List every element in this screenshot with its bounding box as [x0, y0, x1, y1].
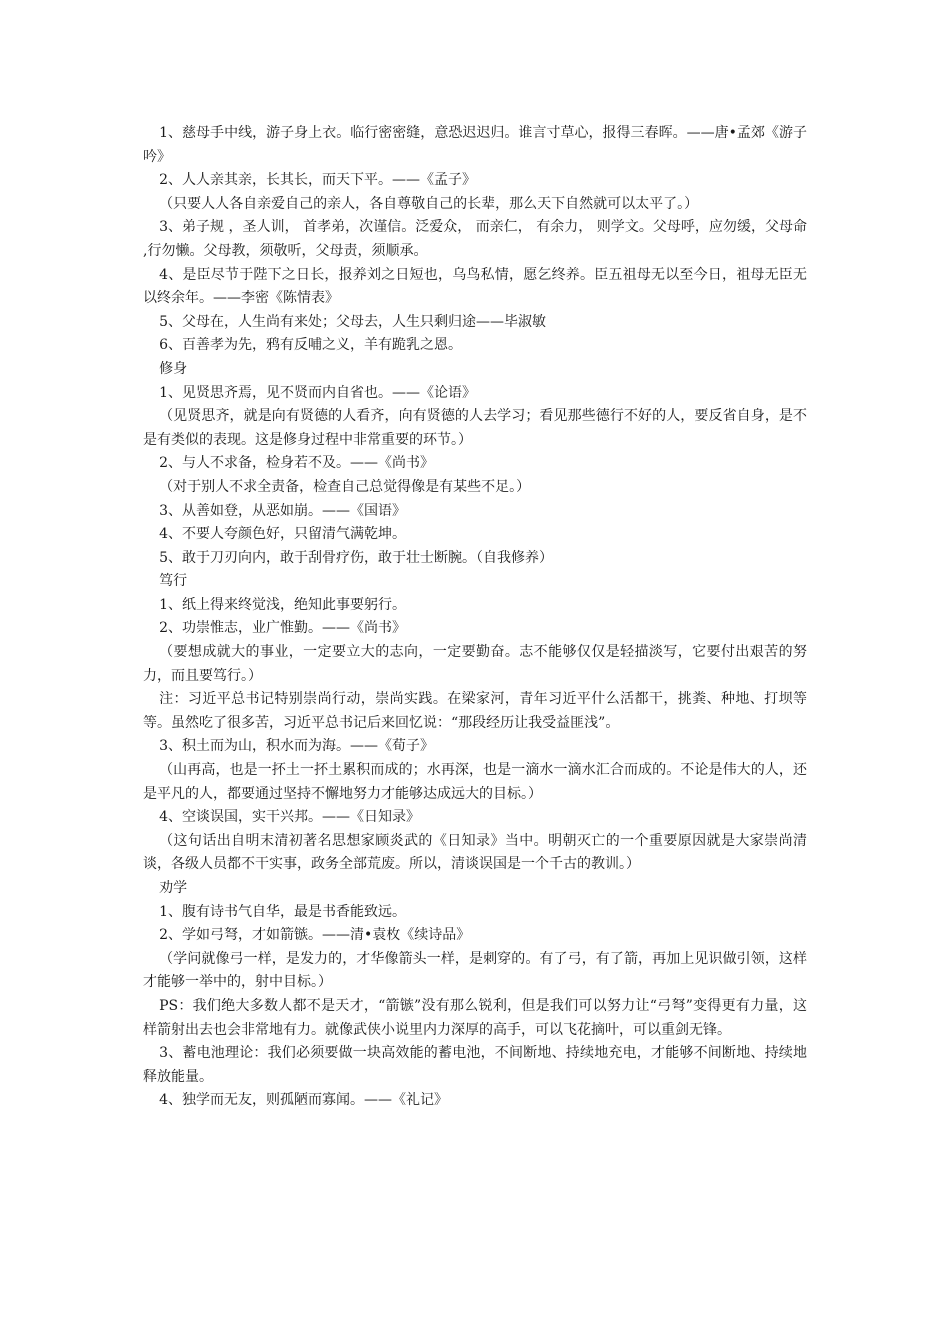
quote-item: 3、积土而为山，积水而为海。——《荀子》 — [159, 738, 434, 755]
quote-item: 1、见贤思齐焉，见不贤而内自省也。——《论语》 — [159, 384, 476, 401]
document-body — [143, 122, 807, 1113]
quote-item: 3、蓄电池理论：我们必须要做一块高效能的蓄电池，不间断地、持续地充电，才能够不间断地、持续地释放能量。 — [143, 1045, 807, 1085]
quote-item: 6、百善孝为先，鸦有反哺之义，羊有跪乳之恩。 — [159, 337, 462, 354]
quote-item: 2、人人亲其亲，长其长，而天下平。——《孟子》 — [159, 172, 476, 189]
note-paragraph: （对于别人不求全责备，检查自己总觉得像是有某些不足。） — [159, 478, 531, 495]
note-paragraph: （这句话出自明末清初著名思想家顾炎武的《日知录》当中。明朝灭亡的一个重要原因就是大家崇尚清谈，各级人员都不干实事，政务全部荒废。所以，清谈误国是一个千古的教训。） — [143, 832, 807, 873]
quote-item: 2、功崇惟志，业广惟勤。——《尚书》 — [159, 620, 407, 637]
section-heading: 修身 — [159, 360, 188, 377]
quote-item: 2、学如弓弩，才如箭镞。——清•袁枚《续诗品》 — [159, 927, 471, 944]
quote-item: 3、从善如登，从恶如崩。——《国语》 — [159, 502, 407, 519]
note-paragraph: （只要人人各自亲爱自己的亲人，各自尊敬自己的长辈，那么天下自然就可以太平了。） — [159, 195, 699, 212]
note-paragraph: （见贤思齐，就是向有贤德的人看齐，向有贤德的人去学习；看见那些德行不好的人，要反省自身，是不是有类似的表现。这是修身过程中非常重要的环节。） — [143, 408, 807, 448]
quote-item: 4、独学而无友，则孤陋而寡闻。——《礼记》 — [159, 1092, 448, 1109]
note-paragraph: PS：我们绝大多数人都不是天才，“箭镞”没有那么锐利，但是我们可以努力让“弓弩”变得更有力量，这样箭射出去也会非常地有力。就像武侠小说里内力深厚的高手，可以飞花摘叶，可以重剑无锋。 — [143, 997, 807, 1038]
note-paragraph: （学问就像弓一样，是发力的，才华像箭头一样，是刺穿的。有了弓，有了箭，再加上见识做引领，这样才能够一举中的，射中目标。） — [143, 950, 807, 991]
quote-item: 2、与人不求备，检身若不及。——《尚书》 — [159, 455, 434, 472]
quote-item: 4、空谈误国，实干兴邦。——《日知录》 — [159, 809, 420, 826]
quote-item: 1、纸上得来终觉浅，绝知此事要躬行。 — [159, 596, 406, 613]
note-paragraph: （山再高，也是一抔土一抔土累积而成的；水再深，也是一滴水一滴水汇合而成的。不论是伟大的人，还是平凡的人，都要通过坚持不懈地努力才能够达成远大的目标。） — [143, 762, 807, 802]
quote-item: 4、不要人夸颜色好，只留清气满乾坤。 — [159, 526, 406, 543]
quote-item: 1、腹有诗书气自华，最是书香能致远。 — [159, 903, 406, 920]
section-heading: 笃行 — [159, 573, 188, 590]
quote-item: 5、敢于刀刃向内，敢于刮骨疗伤，敢于壮士断腕。（自我修养） — [159, 549, 553, 566]
quote-item: 4、是臣尽节于陛下之日长，报养刘之日短也，乌鸟私情，愿乞终养。臣五祖母无以至今日，祖母无臣无以终余年。——李密《陈情表》 — [143, 266, 807, 307]
section-heading: 劝学 — [159, 880, 188, 896]
note-paragraph: 注：习近平总书记特别崇尚行动，崇尚实践。在梁家河，青年习近平什么活都干，挑粪、种地、打坝等等。虽然吃了很多苦，习近平总书记后来回忆说：“那段经历让我受益匪浅”。 — [143, 691, 807, 731]
quote-item: 3、弟子规 ，圣人训， 首孝弟，次谨信。泛爱众， 而亲仁， 有余力， 则学文。父母呼，应勿缓，父母命 ,行勿懒。父母教，须敬听，父母责，须顺承。 — [143, 219, 807, 259]
note-paragraph: （要想成就大的事业，一定要立大的志向，一定要勤奋。志不能够仅仅是轻描淡写，它要付出艰苦的努力，而且要笃行。） — [143, 644, 807, 684]
quote-item: 5、父母在，人生尚有来处；父母去，人生只剩归途——毕淑敏 — [159, 313, 546, 330]
quote-item: 1、慈母手中线，游子身上衣。临行密密缝，意恐迟迟归。谁言寸草心，报得三春晖。——唐•孟郊《游子吟》 — [143, 125, 807, 165]
